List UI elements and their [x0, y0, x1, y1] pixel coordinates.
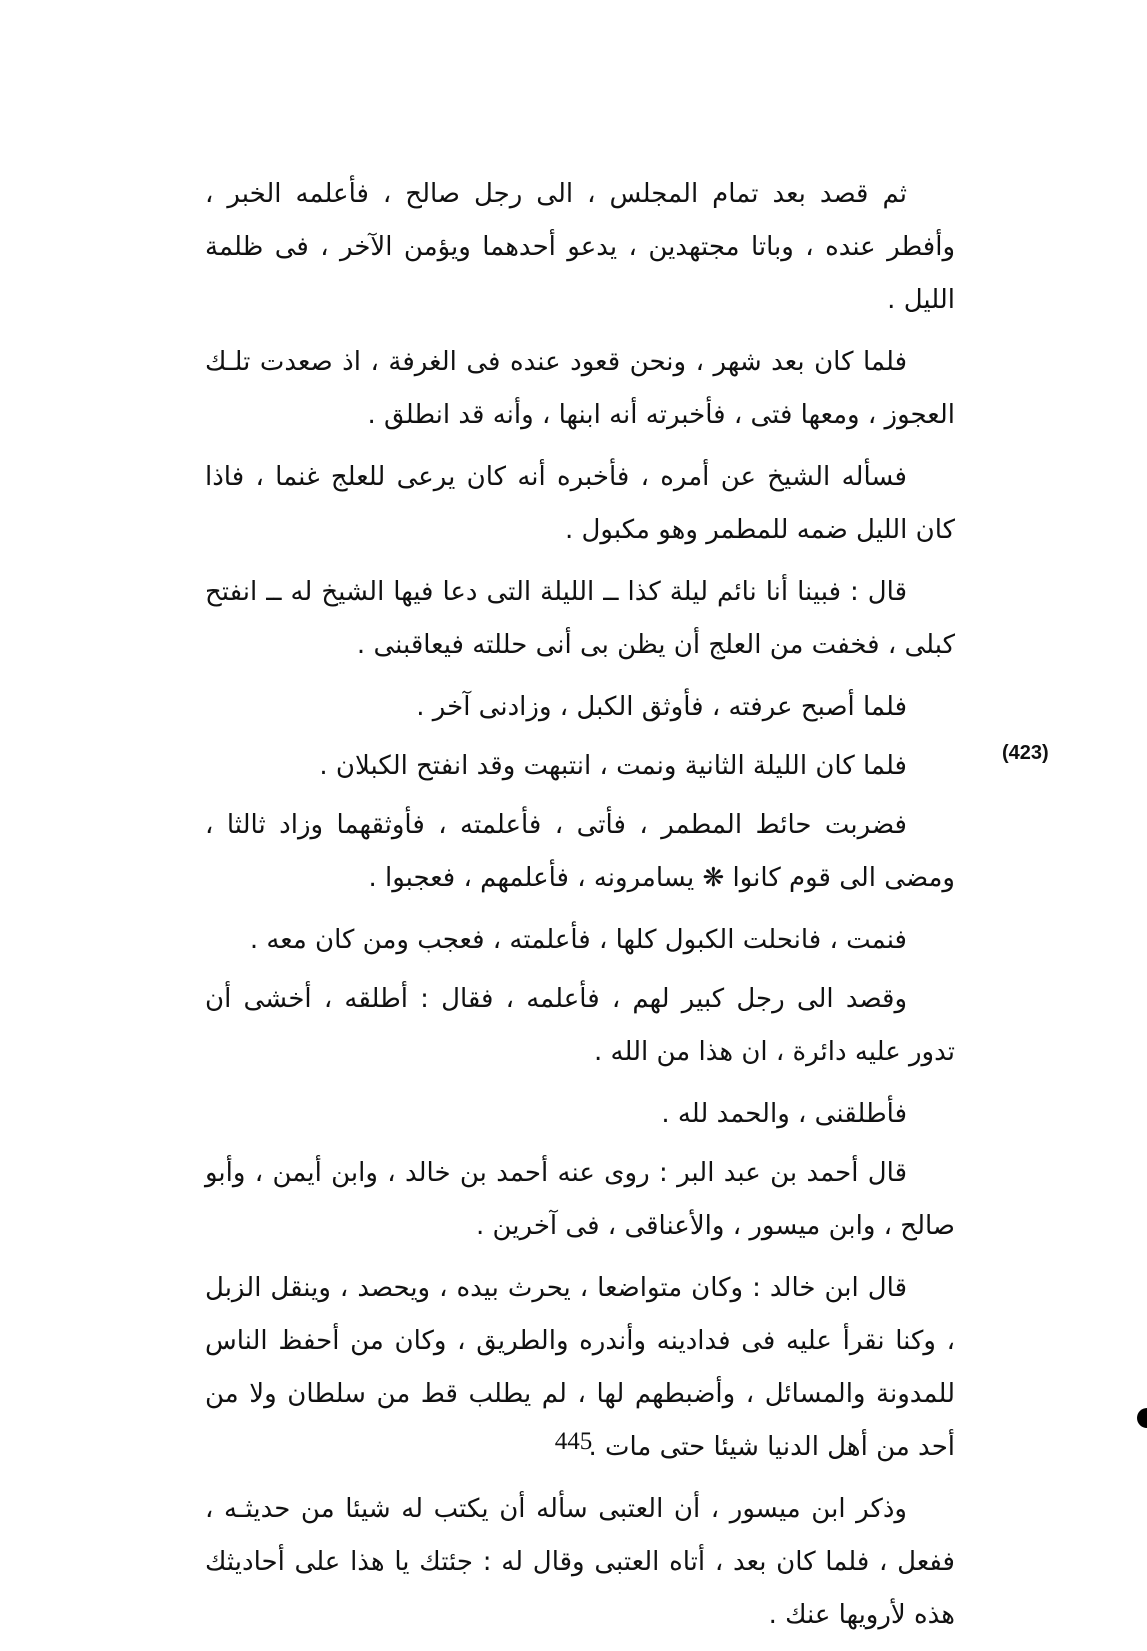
paragraph-7: فضربت حائط المطمر ، فأتى ، فأعلمته ، فأوثقهما وزاد ثالثا ، ومضى الى قوم كانوا ❋ يسامرونه ، فأعلمهم ، فعجبوا .: [205, 810, 955, 893]
paragraph-8: فنمت ، فانحلت الكبول كلها ، فأعلمته ، فعجب ومن كان معه .: [249, 925, 907, 955]
paragraph-13: وذكر ابن ميسور ، أن العتبى سأله أن يكتب له شيئا من حديثـه ، ففعل ، فلما كان بعد ، أتاه العتبى وقال له : جئتك يا هذا على أحاديثك هذه لأرويها عنك .: [205, 1494, 955, 1630]
paragraph-3: فسأله الشيخ عن أمره ، فأخبره أنه كان يرعى للعلج غنما ، فاذا كان الليل ضمه للمطمر وهو مكبول .: [205, 462, 955, 545]
paragraph-4: قال : فبينا أنا نائم ليلة كذا ــ الليلة التى دعا فيها الشيخ له ــ انفتح كبلى ، فخفت من العلج أن يظن بى أنى حللته فيعاقبنى .: [205, 577, 955, 660]
paragraph-10: فأطلقنى ، والحمد لله .: [661, 1099, 907, 1129]
margin-reference-number: (423): [1002, 742, 1049, 764]
paragraph-5: فلما أصبح عرفته ، فأوثق الكبل ، وزادنى آخر .: [416, 692, 907, 722]
scan-edge-mark: [1137, 1408, 1147, 1428]
paragraph-12: قال ابن خالد : وكان متواضعا ، يحرث بيده ، ويحصد ، وينقل الزبل ، وكنا نقرأ عليه فى فدادينه وأندره والطريق ، وكان من أحفظ الناس للمدونة والمسائل ، وأضبطهم لها ، لم يطلب قط من سلطان ولا من أحد من أهل الدنيا شيئا حتى مات .: [205, 1273, 955, 1462]
page-number: 445: [554, 1428, 593, 1455]
paragraph-2: فلما كان بعد شهر ، ونحن قعود عنده فى الغرفة ، اذ صعدت تلـك العجوز ، ومعها فتى ، فأخبرته أنه ابنها ، وأنه قد انطلق .: [205, 347, 955, 430]
paragraph-1: ثم قصد بعد تمام المجلس ، الى رجل صالح ، فأعلمه الخبر ، وأفطر عنده ، وباتا مجتهدين ، يدعو أحدهما ويؤمن الآخر ، فى ظلمة الليل .: [205, 179, 955, 315]
paragraph-11: قال أحمد بن عبد البر : روى عنه أحمد بن خالد ، وابن أيمن ، وأبو صالح ، وابن ميسور ، والأعناقى ، فى آخرين .: [205, 1158, 955, 1241]
paragraph-6: فلما كان الليلة الثانية ونمت ، انتبهت وقد انفتح الكبلان .: [319, 751, 907, 781]
paragraph-9: وقصد الى رجل كبير لهم ، فأعلمه ، فقال : أطلقه ، أخشى أن تدور عليه دائرة ، ان هذا من الله .: [205, 984, 955, 1067]
